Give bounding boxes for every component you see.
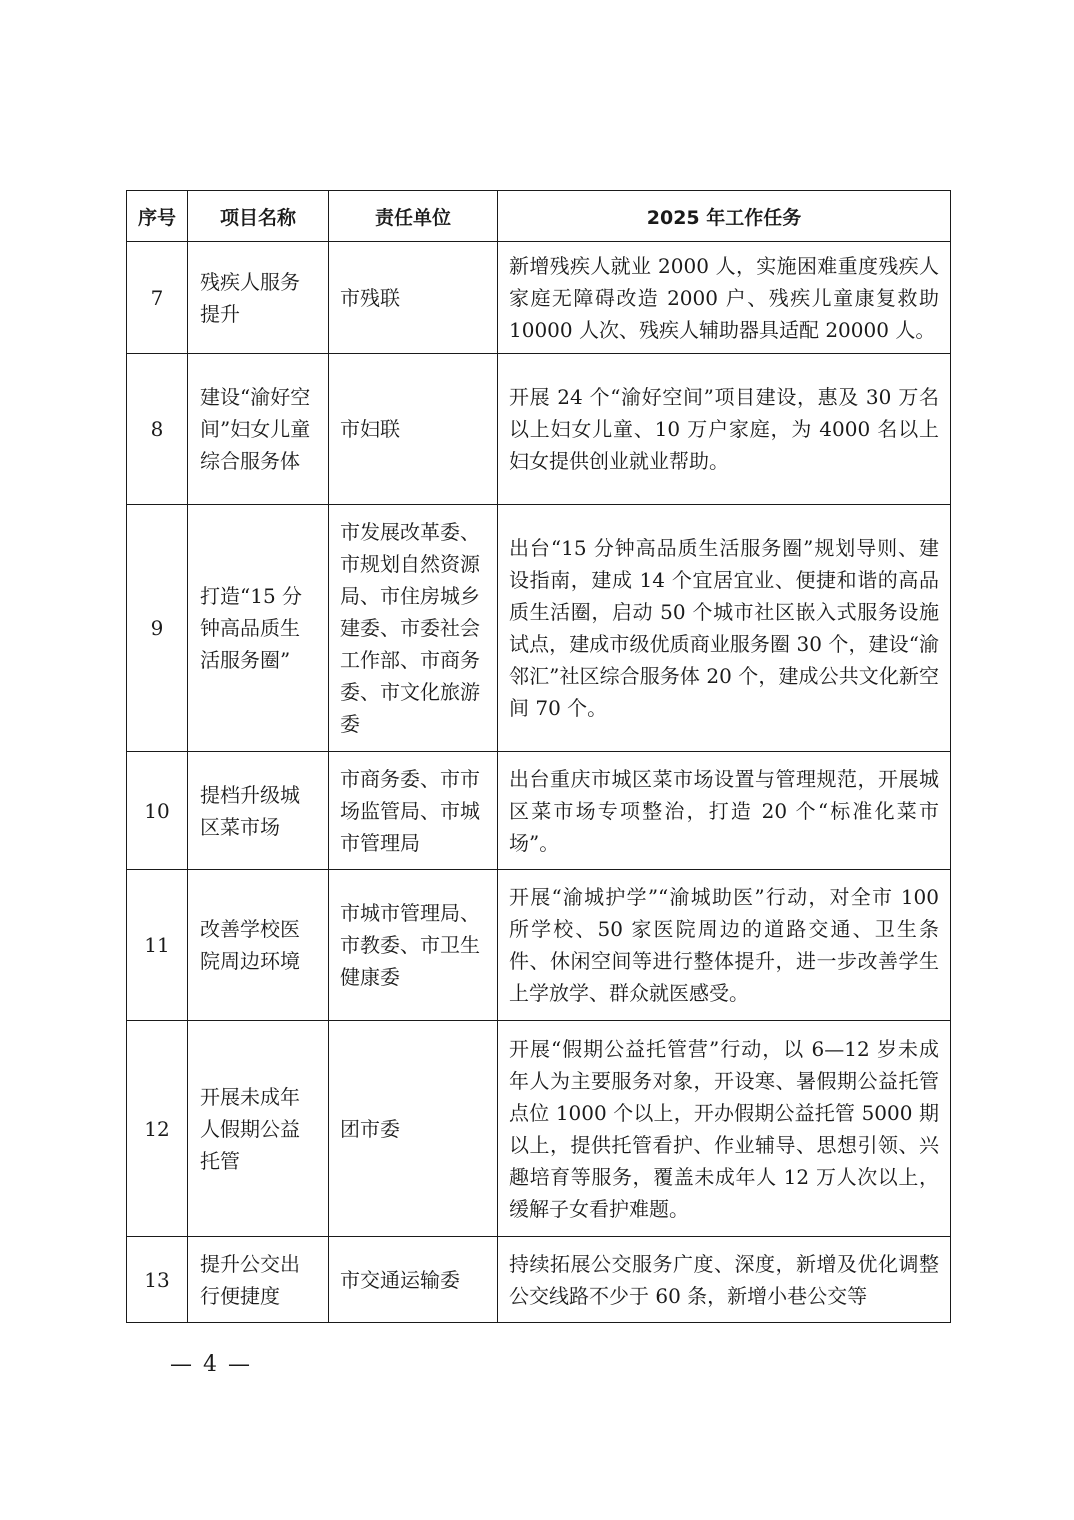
row-project-name: 建设“渝好空间”妇女儿童综合服务体 (188, 354, 329, 505)
header-project-name: 项目名称 (188, 191, 329, 242)
row-responsible-unit: 市交通运输委 (329, 1237, 498, 1323)
row-no: 9 (127, 505, 188, 752)
header-no: 序号 (127, 191, 188, 242)
row-responsible-unit: 市发展改革委、市规划自然资源局、市住房城乡建委、市委社会工作部、市商务委、市文化旅游委 (329, 505, 498, 752)
table-header-row (127, 191, 951, 242)
row-responsible-unit: 团市委 (329, 1021, 498, 1237)
table-row (127, 870, 951, 1021)
row-no: 8 (127, 354, 188, 505)
row-project-name: 打造“15 分钟高品质生活服务圈” (188, 505, 329, 752)
row-work-task: 新增残疾人就业 2000 人，实施困难重度残疾人家庭无障碍改造 2000 户、残疾儿童康复救助 10000 人次、残疾人辅助器具适配 20000 人。 (498, 242, 951, 354)
row-responsible-unit: 市残联 (329, 242, 498, 354)
row-work-task: 开展 24 个“渝好空间”项目建设，惠及 30 万名以上妇女儿童、10 万户家庭，为 4000 名以上妇女提供创业就业帮助。 (498, 354, 951, 505)
work-task-table (126, 190, 951, 1323)
row-responsible-unit: 市城市管理局、市教委、市卫生健康委 (329, 870, 498, 1021)
row-work-task: 开展“假期公益托管营”行动，以 6—12 岁未成年人为主要服务对象，开设寒、暑假期公益托管点位 1000 个以上，开办假期公益托管 5000 期以上，提供托管看护、作业辅导、思想引领、兴趣培育等服务，覆盖未成年人 12 万人次以上，缓解子女看护难题。 (498, 1021, 951, 1237)
table-row (127, 1237, 951, 1323)
table-row (127, 1021, 951, 1237)
row-no: 10 (127, 752, 188, 870)
row-no: 7 (127, 242, 188, 354)
row-work-task: 出台重庆市城区菜市场设置与管理规范，开展城区菜市场专项整治，打造 20 个“标准化菜市场”。 (498, 752, 951, 870)
row-work-task: 出台“15 分钟高品质生活服务圈”规划导则、建设指南，建成 14 个宜居宜业、便捷和谐的高品质生活圈，启动 50 个城市社区嵌入式服务设施试点，建成市级优质商业服务圈 30 个，建设“渝邻汇”社区综合服务体 20 个，建成公共文化新空间 70 个。 (498, 505, 951, 752)
table-row (127, 505, 951, 752)
row-responsible-unit: 市商务委、市市场监管局、市城市管理局 (329, 752, 498, 870)
row-no: 12 (127, 1021, 188, 1237)
row-responsible-unit: 市妇联 (329, 354, 498, 505)
row-project-name: 残疾人服务提升 (188, 242, 329, 354)
row-work-task: 持续拓展公交服务广度、深度，新增及优化调整公交线路不少于 60 条，新增小巷公交等 (498, 1237, 951, 1323)
header-work-task: 2025 年工作任务 (498, 191, 951, 242)
row-no: 11 (127, 870, 188, 1021)
table-row (127, 354, 951, 505)
row-project-name: 开展未成年人假期公益托管 (188, 1021, 329, 1237)
table-row (127, 242, 951, 354)
row-project-name: 提档升级城区菜市场 (188, 752, 329, 870)
table-row (127, 752, 951, 870)
row-project-name: 改善学校医院周边环境 (188, 870, 329, 1021)
row-no: 13 (127, 1237, 188, 1323)
page-number: — 4 — (170, 1352, 252, 1377)
header-responsible-unit: 责任单位 (329, 191, 498, 242)
row-work-task: 开展“渝城护学”“渝城助医”行动，对全市 100 所学校、50 家医院周边的道路交通、卫生条件、休闲空间等进行整体提升，进一步改善学生上学放学、群众就医感受。 (498, 870, 951, 1021)
row-project-name: 提升公交出行便捷度 (188, 1237, 329, 1323)
